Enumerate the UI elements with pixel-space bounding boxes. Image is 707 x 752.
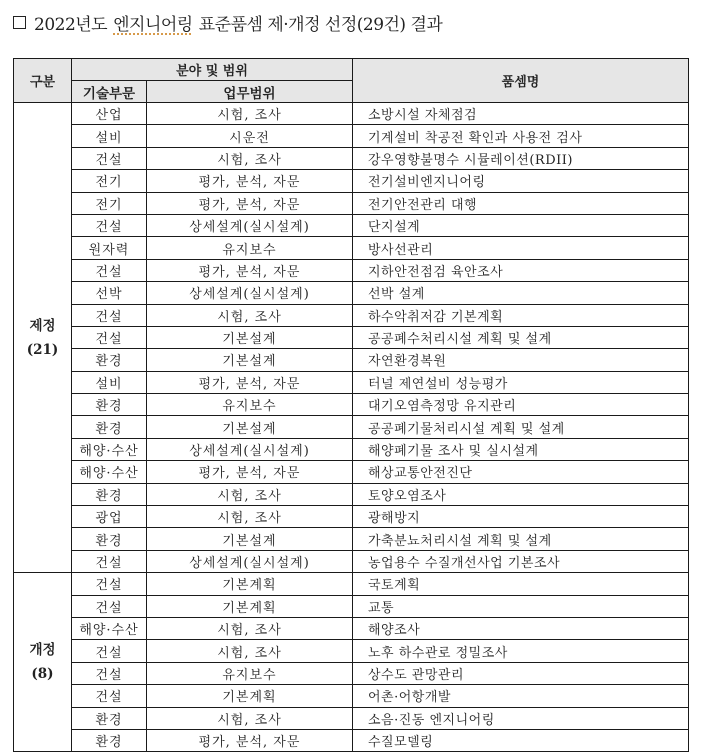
table-row [14, 103, 689, 125]
table-row [14, 550, 689, 572]
header-tech-field: 기술부문 [72, 81, 147, 103]
tech-field-cell: 환경 [72, 394, 147, 416]
item-name-cell: 전기안전관리 대행 [353, 192, 689, 214]
work-scope-cell: 상세설계(실시설계) [147, 550, 353, 572]
work-scope-cell: 시운전 [147, 125, 353, 147]
item-name-cell: 농업용수 수질개선사업 기본조사 [353, 550, 689, 572]
work-scope-cell: 상세설계(실시설계) [147, 282, 353, 304]
item-name-cell: 강우영향불명수 시뮬레이션(RDII) [353, 147, 689, 169]
work-scope-cell: 기본계획 [147, 573, 353, 595]
table-row [14, 595, 689, 617]
work-scope-cell: 상세설계(실시설계) [147, 214, 353, 236]
tech-field-cell: 광업 [72, 506, 147, 528]
tech-field-cell: 건설 [72, 595, 147, 617]
table-row [14, 259, 689, 281]
table-row [14, 640, 689, 662]
item-name-cell: 공공폐기물처리시설 계획 및 설계 [353, 416, 689, 438]
work-scope-cell: 평가, 분석, 자문 [147, 192, 353, 214]
table-row [14, 707, 689, 729]
empty-checkbox-icon [13, 16, 26, 29]
header-item-name: 품셈명 [353, 59, 689, 103]
item-name-cell: 국토계획 [353, 573, 689, 595]
work-scope-cell: 평가, 분석, 자문 [147, 259, 353, 281]
item-name-cell: 단지설계 [353, 214, 689, 236]
tech-field-cell: 해양·수산 [72, 461, 147, 483]
work-scope-cell: 유지보수 [147, 237, 353, 259]
item-name-cell: 자연환경복원 [353, 349, 689, 371]
tech-field-cell: 설비 [72, 371, 147, 393]
item-name-cell: 교통 [353, 595, 689, 617]
work-scope-cell: 유지보수 [147, 662, 353, 684]
item-name-cell: 기계설비 착공전 확인과 사용전 검사 [353, 125, 689, 147]
group-cell [14, 573, 72, 752]
work-scope-cell: 시험, 조사 [147, 147, 353, 169]
tech-field-cell: 전기 [72, 170, 147, 192]
tech-field-cell: 환경 [72, 349, 147, 371]
header-work-scope: 업무범위 [147, 81, 353, 103]
tech-field-cell: 해양·수산 [72, 438, 147, 460]
table-row [14, 326, 689, 348]
item-name-cell: 지하안전점검 육안조사 [353, 259, 689, 281]
title-prefix: 2022년도 [34, 14, 108, 35]
group-label: 제정 [29, 317, 56, 334]
tech-field-cell: 환경 [72, 707, 147, 729]
table-row [14, 237, 689, 259]
header-category: 구분 [14, 59, 72, 103]
tech-field-cell: 건설 [72, 640, 147, 662]
item-name-cell: 방사선관리 [353, 237, 689, 259]
work-scope-cell: 유지보수 [147, 394, 353, 416]
tech-field-cell: 건설 [72, 326, 147, 348]
item-name-cell: 광해방지 [353, 506, 689, 528]
item-name-cell: 상수도 관망관리 [353, 662, 689, 684]
tech-field-cell: 선박 [72, 282, 147, 304]
work-scope-cell: 시험, 조사 [147, 483, 353, 505]
work-scope-cell: 기본설계 [147, 528, 353, 550]
item-name-cell: 하수악취저감 기본계획 [353, 304, 689, 326]
tech-field-cell: 해양·수산 [72, 617, 147, 639]
table-row [14, 349, 689, 371]
work-scope-cell: 평가, 분석, 자문 [147, 170, 353, 192]
table-row [14, 729, 689, 751]
tech-field-cell: 원자력 [72, 237, 147, 259]
group-cell [14, 103, 72, 573]
item-name-cell: 수질모델링 [353, 729, 689, 751]
item-name-cell: 터널 제연설비 성능평가 [353, 371, 689, 393]
table-row [14, 304, 689, 326]
item-name-cell: 소음·진동 엔지니어링 [353, 707, 689, 729]
table-row [14, 461, 689, 483]
tech-field-cell: 산업 [72, 103, 147, 125]
group-count: (21) [26, 341, 59, 358]
table-row [14, 394, 689, 416]
table-row [14, 371, 689, 393]
title-suffix: 표준품셈 제·개정 선정(29건) 결과 [198, 14, 443, 35]
table-row [14, 483, 689, 505]
item-name-cell: 소방시설 자체점검 [353, 103, 689, 125]
work-scope-cell: 평가, 분석, 자문 [147, 461, 353, 483]
tech-field-cell: 환경 [72, 528, 147, 550]
table-row [14, 170, 689, 192]
item-name-cell: 해상교통안전진단 [353, 461, 689, 483]
table-row [14, 438, 689, 460]
tech-field-cell: 환경 [72, 416, 147, 438]
table-row [14, 214, 689, 236]
work-scope-cell: 시험, 조사 [147, 304, 353, 326]
tech-field-cell: 건설 [72, 662, 147, 684]
work-scope-cell: 기본설계 [147, 416, 353, 438]
work-scope-cell: 시험, 조사 [147, 103, 353, 125]
tech-field-cell: 환경 [72, 729, 147, 751]
group-count: (8) [31, 666, 54, 683]
work-scope-cell: 시험, 조사 [147, 707, 353, 729]
table-row [14, 125, 689, 147]
item-name-cell: 공공폐수처리시설 계획 및 설계 [353, 326, 689, 348]
item-name-cell: 토양오염조사 [353, 483, 689, 505]
table-row [14, 685, 689, 707]
table-row [14, 282, 689, 304]
tech-field-cell: 전기 [72, 192, 147, 214]
item-name-cell: 어촌·어항개발 [353, 685, 689, 707]
table-row [14, 662, 689, 684]
work-scope-cell: 기본계획 [147, 595, 353, 617]
tech-field-cell: 건설 [72, 147, 147, 169]
tech-field-cell: 환경 [72, 483, 147, 505]
work-scope-cell: 시험, 조사 [147, 506, 353, 528]
title-underlined-word: 엔지니어링 [113, 14, 193, 35]
tech-field-cell: 건설 [72, 550, 147, 572]
work-scope-cell: 기본계획 [147, 685, 353, 707]
tech-field-cell: 건설 [72, 214, 147, 236]
tech-field-cell: 건설 [72, 304, 147, 326]
table-row [14, 192, 689, 214]
group-label: 개정 [29, 642, 56, 659]
item-name-cell: 가축분뇨처리시설 계획 및 설계 [353, 528, 689, 550]
work-scope-cell: 평가, 분석, 자문 [147, 729, 353, 751]
table-row [14, 147, 689, 169]
table-row [14, 617, 689, 639]
work-scope-cell: 기본설계 [147, 349, 353, 371]
document-title [13, 10, 442, 34]
table-row [14, 416, 689, 438]
item-name-cell: 해양조사 [353, 617, 689, 639]
tech-field-cell: 설비 [72, 125, 147, 147]
tech-field-cell: 건설 [72, 685, 147, 707]
table-row [14, 573, 689, 595]
work-scope-cell: 시험, 조사 [147, 640, 353, 662]
work-scope-cell: 시험, 조사 [147, 617, 353, 639]
item-name-cell: 전기설비엔지니어링 [353, 170, 689, 192]
item-name-cell: 대기오염측정망 유지관리 [353, 394, 689, 416]
work-scope-cell: 평가, 분석, 자문 [147, 371, 353, 393]
item-name-cell: 해양폐기물 조사 및 실시설계 [353, 438, 689, 460]
table-body [14, 103, 689, 752]
header-field-and-scope: 분야 및 범위 [72, 59, 353, 81]
item-name-cell: 노후 하수관로 정밀조사 [353, 640, 689, 662]
work-scope-cell: 기본설계 [147, 326, 353, 348]
table-row [14, 528, 689, 550]
tech-field-cell: 건설 [72, 259, 147, 281]
table-row [14, 506, 689, 528]
work-scope-cell: 상세설계(실시설계) [147, 438, 353, 460]
tech-field-cell: 건설 [72, 573, 147, 595]
item-name-cell: 선박 설계 [353, 282, 689, 304]
selection-results-table [13, 58, 689, 752]
